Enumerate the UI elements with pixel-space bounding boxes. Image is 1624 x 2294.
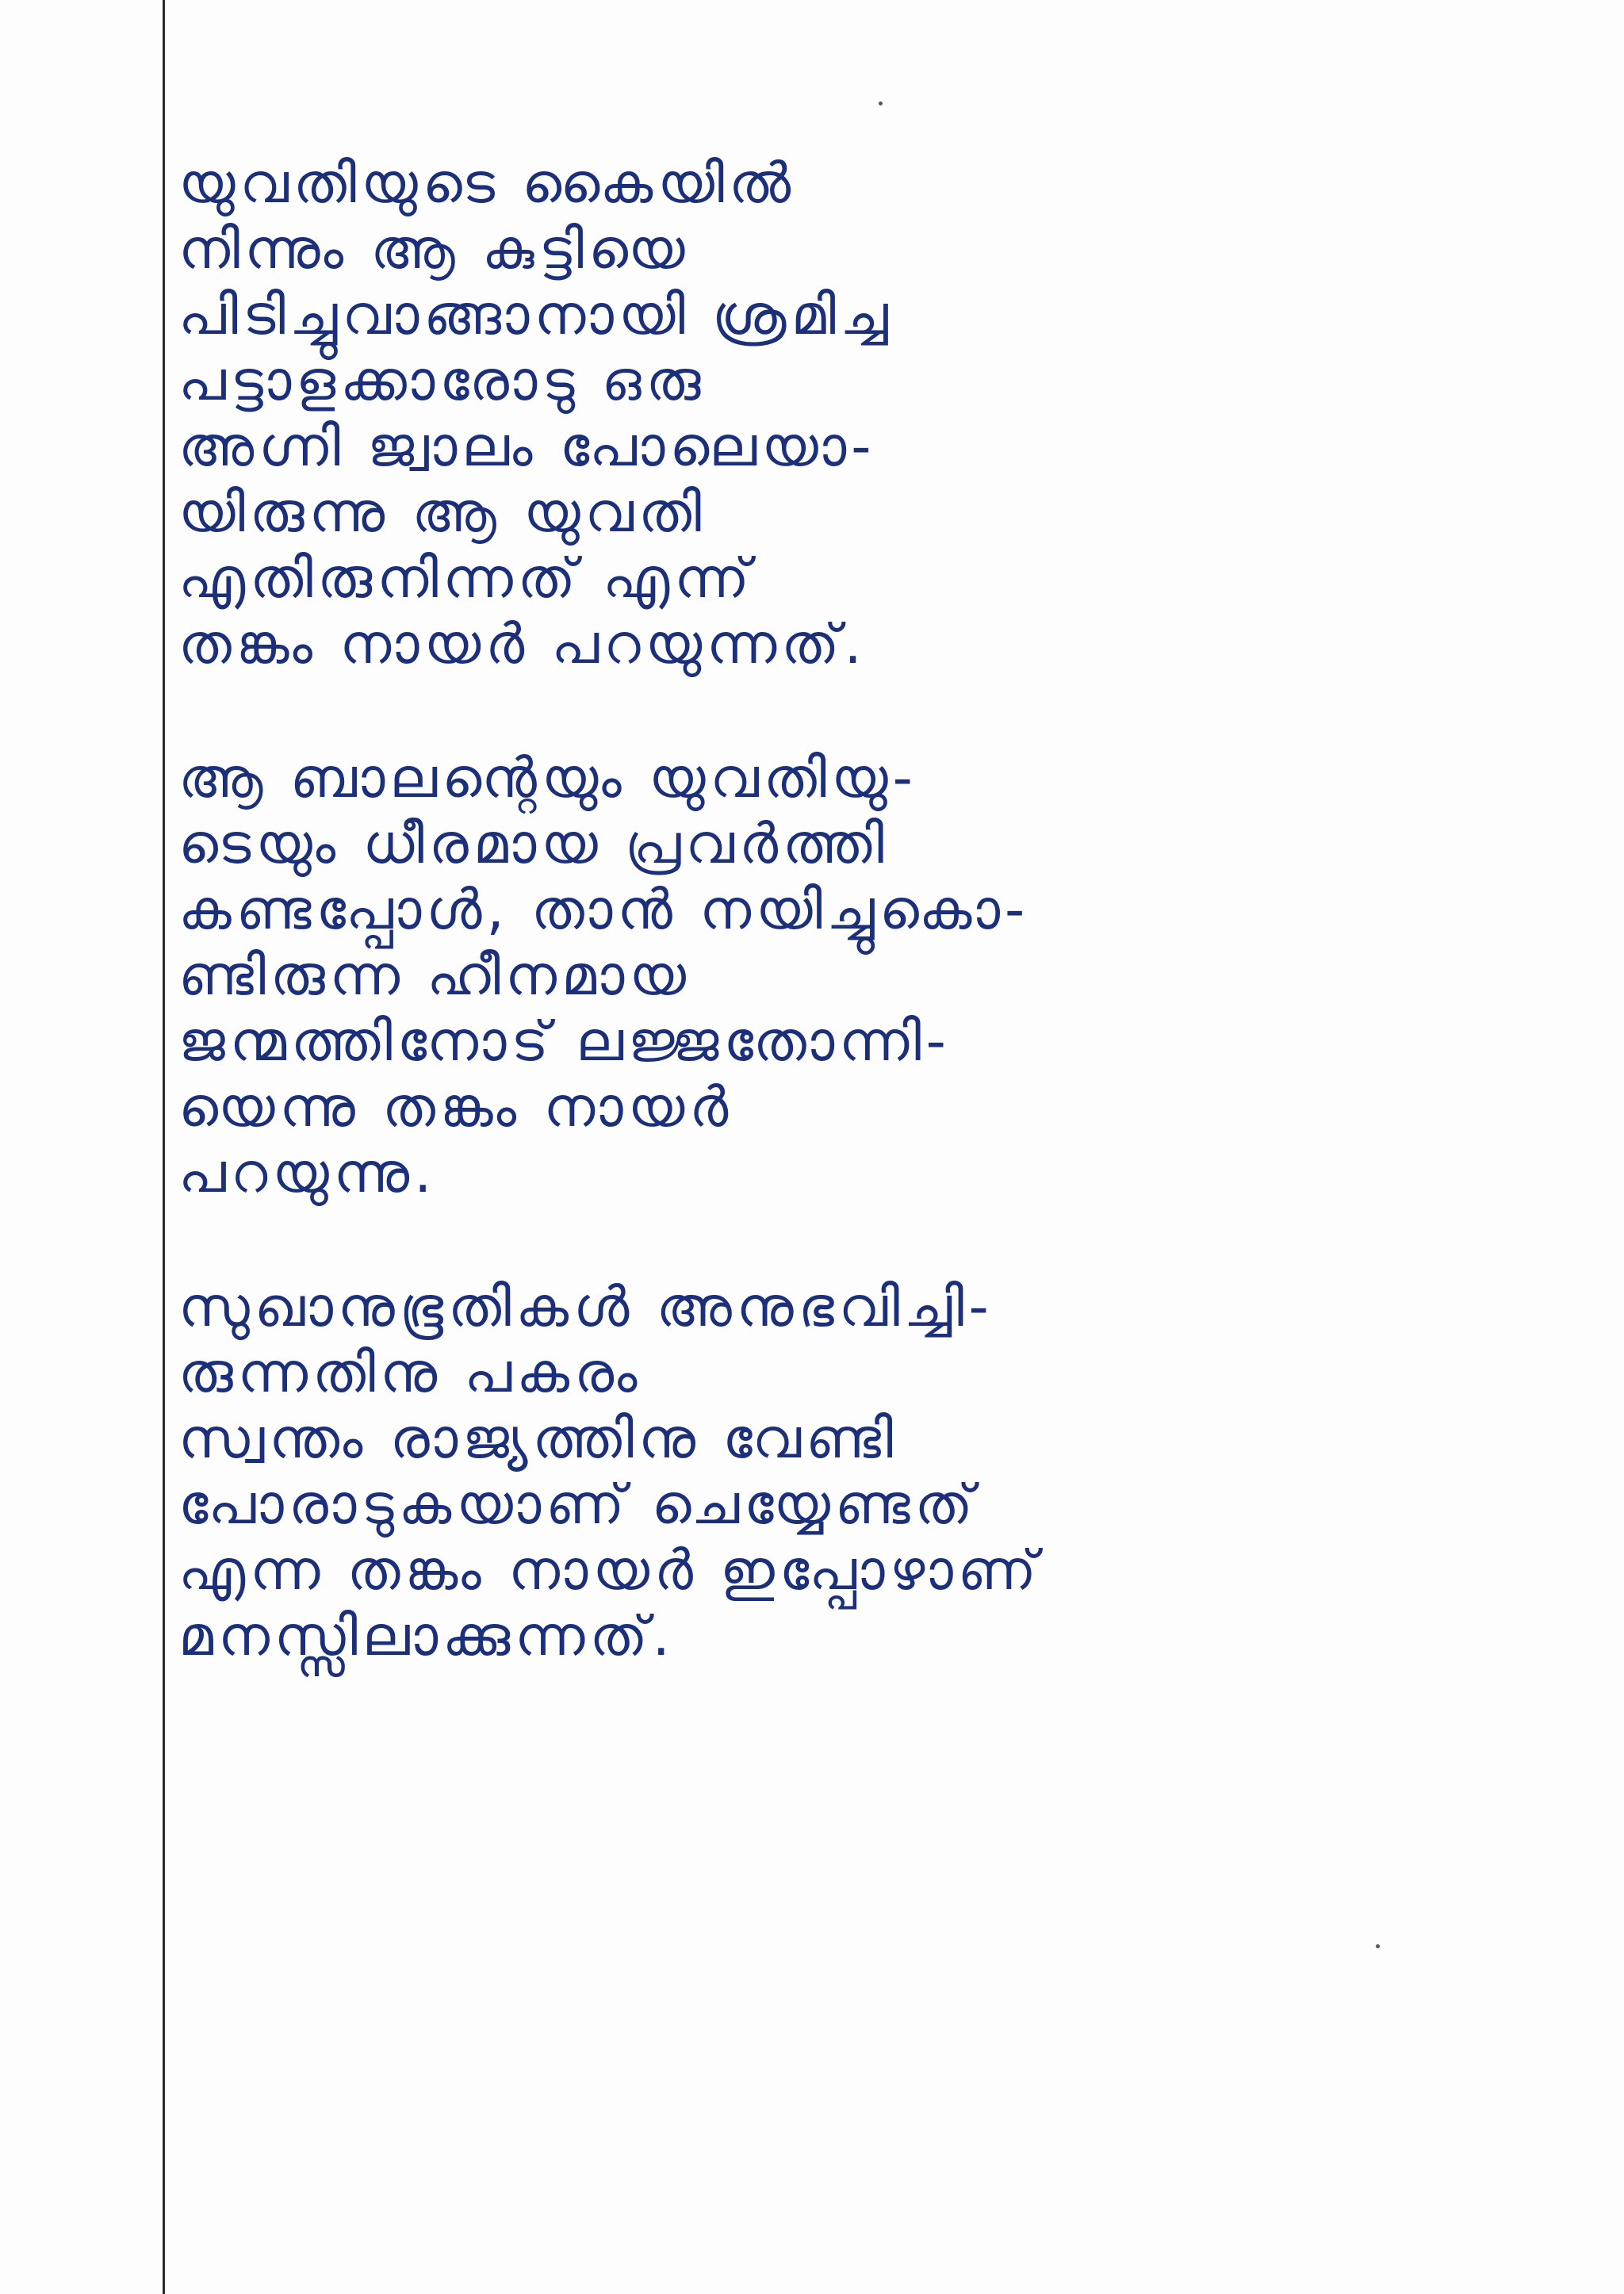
text-line: നിന്നും ആ കുട്ടിയെ (178, 216, 690, 281)
text-line: ണ്ടിരുന്ന ഹീനമായ (178, 943, 691, 1008)
paragraph-2 (178, 745, 1542, 1206)
text-line: യുവതിയുടെ കൈയിൽ (178, 151, 796, 216)
text-line: പിടിച്ചുവാങ്ങാനായി ശ്രമിച്ച (178, 282, 893, 347)
text-line: മനസ്സിലാക്കുന്നത്. (178, 1603, 675, 1668)
text-line: ആ ബാലന്റെയും യുവതിയു- (178, 745, 917, 810)
handwritten-text-body (178, 151, 1542, 1669)
text-line: അഗ്നി ജ്വാലം പോലെയാ- (178, 414, 876, 479)
text-line: യെന്നു തങ്കം നായർ (178, 1074, 733, 1139)
text-line: രുന്നതിനു പകരം (178, 1340, 642, 1405)
text-line: സ്വന്തം രാജ്യത്തിനു വേണ്ടി (178, 1406, 898, 1471)
paper-speck (879, 101, 883, 105)
text-line: പോരാടുകയാണ് ചെയ്യേണ്ടത് (178, 1472, 978, 1537)
text-line: പട്ടാളക്കാരോടു ഒരു (178, 348, 706, 413)
paper-speck (1376, 1944, 1380, 1948)
margin-rule (163, 0, 165, 2294)
paragraph-1 (178, 151, 1542, 677)
text-line: തങ്കം നായർ പറയുന്നത്. (178, 611, 867, 676)
text-line: എതിരുനിന്നത് എന്ന് (178, 546, 754, 611)
text-line: യിരുന്നു ആ യുവതി (178, 480, 707, 545)
text-line: പറയുന്നു. (178, 1140, 437, 1205)
text-line: സുഖാനുഭൂതികൾ അനുഭവിച്ചി- (178, 1274, 994, 1339)
text-line: ജന്മത്തിനോട് ലജ്ജതോന്നി- (178, 1009, 951, 1074)
text-line: ടെയും ധീരമായ പ്രവർത്തി (178, 811, 889, 876)
text-line: കണ്ടപ്പോൾ, താൻ നയിച്ചുകൊ- (178, 877, 1030, 942)
paragraph-3 (178, 1274, 1542, 1669)
text-line: എന്ന തങ്കം നായർ ഇപ്പോഴാണ് (178, 1538, 1041, 1603)
